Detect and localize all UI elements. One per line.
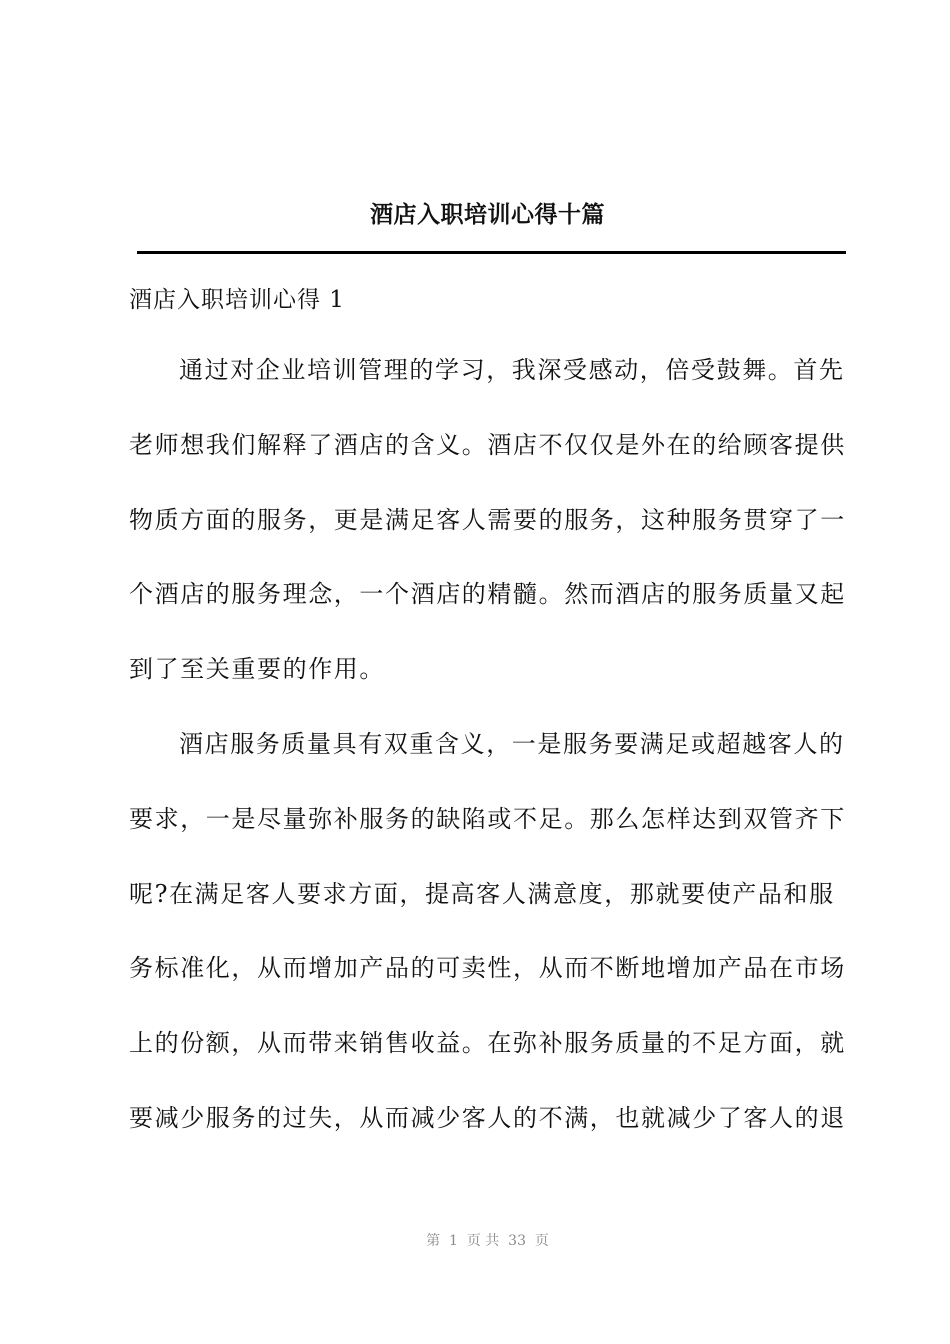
paragraph-line: 通过对企业培训管理的学习，我深受感动，倍受鼓舞。首先 xyxy=(179,356,845,384)
paragraph-line: 上的份额，从而带来销售收益。在弥补服务质量的不足方面，就 xyxy=(129,1029,846,1058)
paragraph-line: 个酒店的服务理念，一个酒店的精髓。然而酒店的服务质量又起 xyxy=(129,580,846,609)
paragraph-line: 呢?在满足客人要求方面，提高客人满意度，那就要使产品和服 xyxy=(129,879,835,908)
paragraph-line: 务标准化，从而增加产品的可卖性，从而不断地增加产品在市场 xyxy=(129,954,846,983)
paragraph-line: 要求，一是尽量弥补服务的缺陷或不足。那么怎样达到双管齐下 xyxy=(129,804,846,833)
paragraph-line: 到了至关重要的作用。 xyxy=(129,655,385,684)
document-title: 酒店入职培训心得十篇 xyxy=(370,201,605,228)
paragraph-line: 酒店服务质量具有双重含义，一是服务要满足或超越客人的 xyxy=(179,729,845,758)
paragraph-line: 老师想我们解释了酒店的含义。酒店不仅仅是外在的给顾客提供 xyxy=(129,430,846,459)
title-divider xyxy=(137,251,846,254)
paragraph-line: 要减少服务的过失，从而减少客人的不满，也就减少了客人的退 xyxy=(129,1103,846,1132)
section-heading: 酒店入职培训心得 1 xyxy=(129,287,345,313)
body-text xyxy=(129,350,849,1173)
page-number-footer: 第 1 页 共 33 页 xyxy=(426,1233,549,1249)
paragraph-line: 物质方面的服务，更是满足客人需要的服务，这种服务贯穿了一 xyxy=(129,505,846,534)
